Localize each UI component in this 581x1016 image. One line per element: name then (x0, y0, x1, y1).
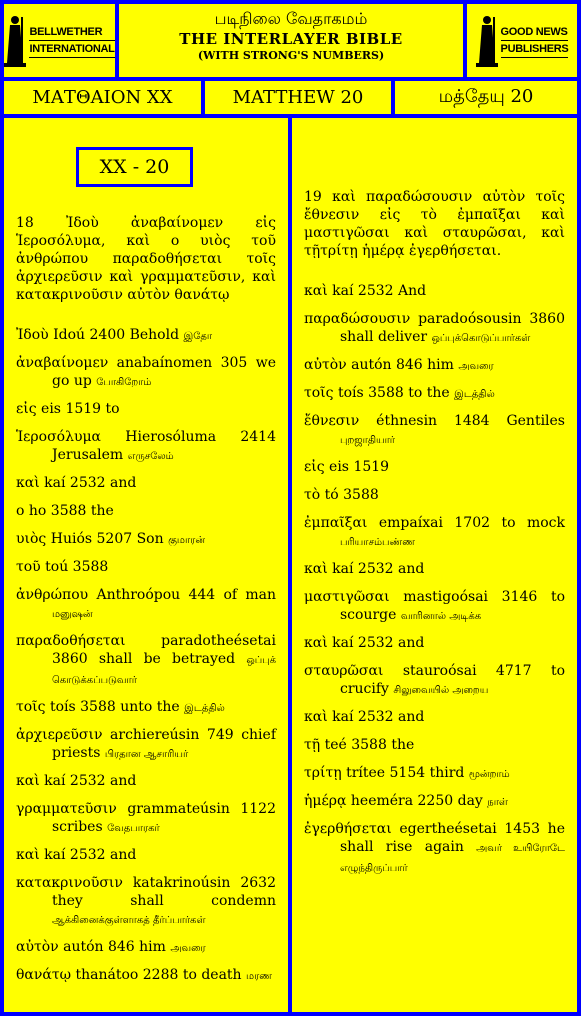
word-entry (304, 662, 565, 700)
tamil-gloss: அவர் உயிரோடே எழுந்திருப்பார் (340, 843, 565, 874)
greek-word: ο (16, 503, 25, 519)
title-english: THE INTERLAYER BIBLE (179, 30, 403, 48)
greek-word: καὶ (16, 773, 40, 789)
transliteration: kaí 2532 And (332, 283, 427, 299)
transliteration: ho 3588 the (28, 503, 114, 519)
transliteration: eis 1519 to (41, 401, 120, 417)
nav-greek-label: ΜΑΤΘΑΙΟΝ XX (32, 87, 173, 108)
transliteration: trítee 5154 third (346, 765, 465, 781)
word-entry (16, 586, 276, 624)
word-entry (16, 530, 276, 550)
tamil-gloss: நாள் (487, 797, 508, 808)
tamil-gloss: பரியாசம்பண்ண (340, 537, 415, 548)
word-entry (304, 514, 565, 552)
tamil-gloss: வாரினால் அடிக்க (400, 611, 482, 622)
transliteration: thanátoo 2288 to death (75, 967, 242, 983)
greek-word: γραμματεῦσιν (16, 801, 117, 817)
tamil-gloss: மனுஷன் (52, 609, 93, 620)
transliteration: éthnesin 1484 Gentiles (376, 413, 565, 429)
greek-word: ἀνθρώπου (16, 587, 89, 603)
transliteration: mastigoósai 3146 to scourge (340, 589, 566, 623)
word-entry (16, 966, 276, 986)
transliteration: kaí 2532 and (332, 635, 425, 651)
transliteration: paradotheésetai 3860 shall be betrayed (52, 633, 276, 667)
bellwether-logo (4, 4, 115, 77)
word-entry (304, 282, 565, 302)
tamil-gloss: ஒப்புக்கொடுப்பார்கள் (431, 333, 531, 344)
word-entry (16, 874, 276, 930)
word-entry (304, 560, 565, 580)
word-entry (16, 502, 276, 522)
tamil-gloss: அவரை (170, 943, 206, 954)
nav-english-label: MATTHEW 20 (232, 87, 364, 108)
transliteration: kaí 2532 and (332, 709, 425, 725)
greek-word: Ἱεροσόλυμα (16, 429, 102, 445)
greek-word: υιὸς (16, 531, 47, 547)
word-entry (16, 474, 276, 494)
transliteration: teé 3588 the (324, 737, 415, 753)
greek-word: κατακρινοῦσιν (16, 875, 123, 891)
word-entry (304, 820, 565, 878)
transliteration: archiereúsin 749 chief priests (52, 727, 276, 761)
word-entry (304, 384, 565, 404)
title-subtitle: (WITH STRONG'S NUMBERS) (197, 49, 385, 62)
left-column (4, 118, 288, 1012)
transliteration: kaí 2532 and (44, 773, 137, 789)
right-word-list (304, 282, 565, 878)
word-entry (16, 698, 276, 718)
greek-word: σταυρῶσαι (304, 663, 384, 679)
transliteration: kaí 2532 and (44, 847, 137, 863)
greek-word: παραδοθήσεται (16, 633, 126, 649)
greek-word: αὐτὸν (16, 939, 59, 955)
nav-tamil[interactable] (395, 81, 577, 114)
greek-word: Ἰδοὺ (16, 327, 49, 343)
transliteration: Anthroópou 444 of man (96, 587, 276, 603)
greek-word: ἀναβαίνομεν (16, 355, 109, 371)
chapter-verse-badge: XX - 20 (76, 147, 193, 187)
page-title (119, 4, 463, 77)
word-entry (16, 632, 276, 690)
word-entry (16, 772, 276, 792)
tamil-gloss: ஆக்கினைக்குள்ளாகத் தீர்ப்பார்கள் (52, 915, 206, 926)
tamil-gloss: பிரதான ஆசாரியர் (104, 749, 189, 760)
tamil-gloss: இடத்தில் (184, 703, 225, 714)
word-entry (304, 356, 565, 376)
greek-word: τοῦ (16, 559, 41, 575)
right-column (292, 118, 577, 1012)
word-entry (304, 764, 565, 784)
greek-word: καὶ (16, 847, 40, 863)
greek-word: τοῖς (16, 699, 46, 715)
greek-word: ἐγερθήσεται (304, 821, 392, 837)
logo-line-2: INTERNATIONAL (29, 41, 114, 58)
tamil-gloss: அவரை (458, 361, 494, 372)
transliteration: empaíxai 1702 to mock (378, 515, 565, 531)
tamil-gloss: இடத்தில் (454, 389, 495, 400)
word-entry (304, 708, 565, 728)
greek-word: καὶ (304, 635, 328, 651)
tamil-gloss: மூன்றாம் (468, 769, 510, 780)
word-entry (16, 846, 276, 866)
greek-word: τρίτῃ (304, 765, 342, 781)
word-entry (304, 310, 565, 348)
greek-word: τὸ (304, 487, 321, 503)
prophet-figure-icon (4, 15, 26, 67)
word-entry (16, 428, 276, 466)
verse-18: 18 Ἰδοὺ ἀναβαίνομεν εἰς Ἱεροσόλυμα, καὶ ο υιὸς τοῦ ἀνθρώπου παραδοθήσεται τοῖς ἀρχιερεῦσιν καὶ γραμματεῦσιν, καὶ κατακρινοῦσιν αὐτὸν θανάτῳ (16, 215, 276, 303)
left-word-list (16, 326, 276, 986)
greek-word: καὶ (16, 475, 40, 491)
tamil-gloss: குமாரன் (168, 535, 206, 546)
word-entry (304, 486, 565, 506)
goodnews-logo (467, 4, 577, 77)
transliteration: paradoósousin 3860 shall deliver (340, 311, 565, 345)
word-entry (304, 458, 565, 478)
tamil-gloss: எருசலேம் (127, 451, 174, 462)
word-entry (16, 326, 276, 346)
transliteration: heeméra 2250 day (350, 793, 483, 809)
prophet-figure-icon (476, 15, 498, 67)
word-entry (16, 726, 276, 764)
tamil-gloss: போகிறோம் (96, 377, 152, 388)
greek-word: τῇ (304, 737, 321, 753)
word-entry (16, 400, 276, 420)
logo-line-1: GOOD NEWS (501, 24, 569, 41)
word-entry (16, 558, 276, 578)
greek-word: ἡμέρᾳ (304, 793, 347, 809)
word-entry (304, 736, 565, 756)
transliteration: grammateúsin 1122 scribes (52, 801, 276, 835)
greek-word: αὐτὸν (304, 357, 347, 373)
verse-19: 19 καὶ παραδώσουσιν αὐτὸν τοῖς ἔθνεσιν εἰς τὸ ἐμπαῖξαι καὶ μαστιγῶσαι καὶ σταυρῶσαι, καὶ τῇτρίτῃ ἡμέρᾳ ἐγερθήσεται. (304, 189, 565, 259)
greek-word: καὶ (304, 283, 328, 299)
word-entry (16, 354, 276, 392)
greek-word: ἔθνεσιν (304, 413, 360, 429)
tamil-gloss: ஒப்புக் கொடுக்கப்படுவார் (52, 655, 276, 686)
greek-word: παραδώσουσιν (304, 311, 411, 327)
transliteration: toú 3588 (45, 559, 109, 575)
greek-word: καὶ (304, 561, 328, 577)
transliteration: Huiós 5207 Son (50, 531, 164, 547)
tamil-gloss: சிலுவையில் அறைய (393, 685, 489, 696)
greek-word: καὶ (304, 709, 328, 725)
transliteration: anabaínomen 305 we go up (52, 355, 276, 389)
greek-word: εἰς (16, 401, 37, 417)
tamil-gloss: வேதபாரகர் (107, 823, 160, 834)
word-entry (16, 800, 276, 838)
transliteration: Idoú 2400 Behold (53, 327, 180, 343)
title-tamil: படிநிலை வேதாகமம் (214, 9, 368, 28)
transliteration: toís 3588 unto the (49, 699, 180, 715)
transliteration: egertheésetai 1453 he shall rise again (340, 821, 565, 855)
transliteration: kaí 2532 and (44, 475, 137, 491)
word-entry (304, 792, 565, 812)
transliteration: toís 3588 to the (337, 385, 450, 401)
nav-tamil-label: மத்தேயு 20 (438, 86, 534, 107)
greek-word: ἐμπαῖξαι (304, 515, 368, 531)
greek-word: θανάτῳ (16, 967, 72, 983)
transliteration: eis 1519 (329, 459, 390, 475)
transliteration: katakrinoúsin 2632 they shall condemn (52, 875, 276, 909)
transliteration: stauroósai 4717 to crucify (340, 663, 565, 697)
transliteration: Hierosóluma 2414 Jerusalem (52, 429, 276, 463)
greek-word: τοῖς (304, 385, 334, 401)
nav-greek[interactable] (4, 81, 201, 114)
nav-english[interactable] (205, 81, 391, 114)
transliteration: kaí 2532 and (332, 561, 425, 577)
tamil-gloss: புறஜாதியார் (340, 435, 396, 446)
tamil-gloss: இதோ (183, 331, 213, 342)
word-entry (304, 588, 565, 626)
word-entry (16, 938, 276, 958)
logo-line-2: PUBLISHERS (501, 41, 569, 58)
greek-word: ἀρχιερεῦσιν (16, 727, 103, 743)
word-entry (304, 412, 565, 450)
tamil-gloss: மரண (246, 971, 272, 982)
word-entry (304, 634, 565, 654)
greek-word: μαστιγῶσαι (304, 589, 390, 605)
transliteration: autón 846 him (63, 939, 166, 955)
transliteration: autón 846 him (351, 357, 454, 373)
logo-line-1: BELLWETHER (29, 24, 114, 41)
greek-word: εἰς (304, 459, 325, 475)
transliteration: tó 3588 (324, 487, 379, 503)
